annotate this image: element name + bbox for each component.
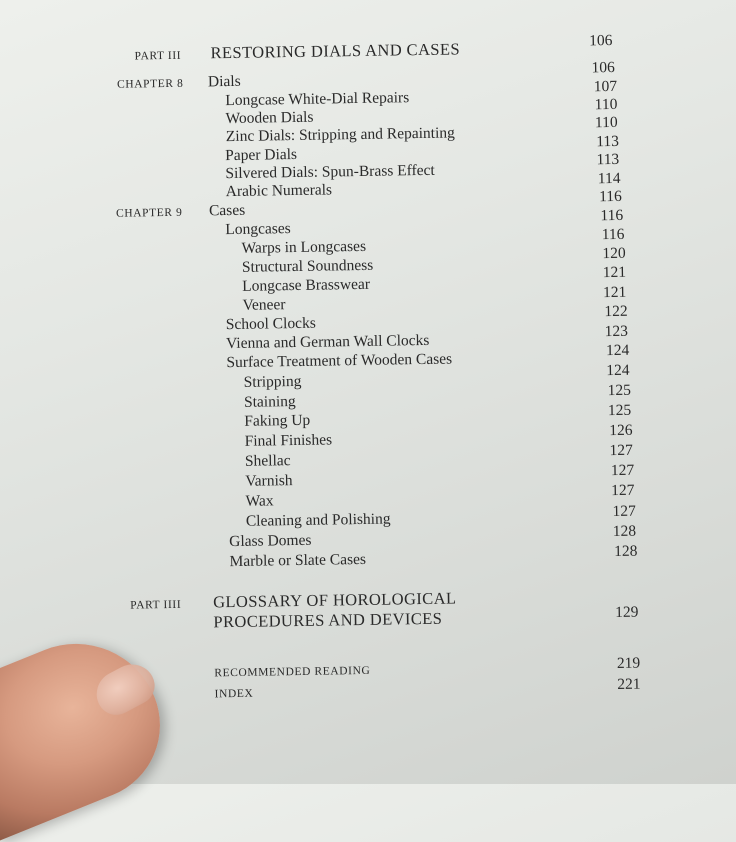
page-number: 125: [607, 401, 632, 420]
chapter-title: Cases: [208, 201, 246, 220]
toc-entry: Longcase White-Dial Repairs: [225, 89, 410, 110]
page-number: 127: [612, 502, 636, 521]
page-number: 113: [596, 132, 620, 151]
chapter-label: CHAPTER 8: [116, 77, 184, 91]
page-number: 106: [591, 58, 615, 77]
chapter-label: CHAPTER 9: [115, 206, 183, 220]
toc-entry: Structural Soundness: [241, 256, 374, 276]
page-number: 110: [594, 113, 618, 132]
toc-entry: Wax: [245, 492, 274, 510]
toc-entry: Faking Up: [244, 411, 311, 430]
toc-entry: Staining: [243, 393, 296, 411]
page-number: 124: [606, 361, 630, 380]
page-number: 122: [604, 302, 628, 321]
page-number: 106: [589, 31, 613, 50]
toc-entry: Paper Dials: [225, 145, 298, 165]
toc-entry: Vienna and German Wall Clocks: [225, 331, 430, 353]
toc-entry: Cleaning and Polishing: [245, 510, 391, 530]
toc-entry: Marble or Slate Cases: [229, 550, 367, 571]
part-label: PART III: [134, 49, 182, 63]
toc-entry: Wooden Dials: [225, 108, 314, 128]
toc-entry: Veneer: [242, 296, 286, 314]
toc-entry: Stripping: [243, 372, 302, 391]
page-number: 125: [607, 381, 632, 400]
page-number: 116: [600, 206, 624, 225]
part-title: GLOSSARY OF HOROLOGICAL: [213, 588, 457, 612]
toc-entry: Zinc Dials: Stripping and Repainting: [225, 124, 455, 146]
toc-entry: Silvered Dials: Spun-Brass Effect: [225, 161, 435, 183]
page-number: 129: [614, 603, 639, 622]
toc-entry: Longcase Brasswear: [242, 275, 371, 295]
toc-entry: School Clocks: [225, 314, 316, 334]
page-number: 116: [599, 187, 622, 206]
toc-entry: Warps in Longcases: [241, 237, 367, 257]
page-number: 123: [604, 322, 629, 341]
page-number: 113: [596, 150, 620, 169]
toc-entry: Shellac: [244, 452, 291, 470]
page-number: 107: [593, 77, 618, 96]
back-matter-entry: INDEX: [214, 687, 254, 701]
page-number: 128: [612, 522, 637, 541]
page-number: 121: [602, 263, 627, 282]
page-number: 126: [609, 421, 633, 440]
page-number: 127: [610, 461, 635, 480]
toc-entry: Glass Domes: [229, 531, 312, 551]
toc-entry: Final Finishes: [244, 431, 333, 450]
chapter-title: Dials: [207, 72, 241, 91]
page-number: 114: [597, 169, 621, 188]
page-number: 127: [611, 481, 635, 500]
part-title: RESTORING DIALS AND CASES: [210, 39, 461, 63]
page-number: 127: [609, 441, 633, 460]
page-number: 120: [602, 244, 626, 263]
page-number: 110: [594, 95, 618, 114]
part-label: PART IIII: [130, 598, 182, 612]
page-number: 121: [602, 283, 627, 302]
page-number: 124: [605, 341, 630, 360]
page-number: 116: [601, 225, 625, 244]
toc-entry: Varnish: [245, 472, 293, 490]
page-number: 221: [617, 675, 641, 693]
part-title: PROCEDURES AND DEVICES: [213, 608, 443, 632]
toc-entry: Longcases: [225, 220, 291, 239]
back-matter-entry: RECOMMENDED READING: [214, 664, 371, 680]
toc-entry: Arabic Numerals: [225, 181, 333, 201]
page-number: 219: [616, 654, 641, 672]
page-number: 128: [614, 542, 638, 561]
toc-entry: Surface Treatment of Wooden Cases: [226, 350, 453, 372]
